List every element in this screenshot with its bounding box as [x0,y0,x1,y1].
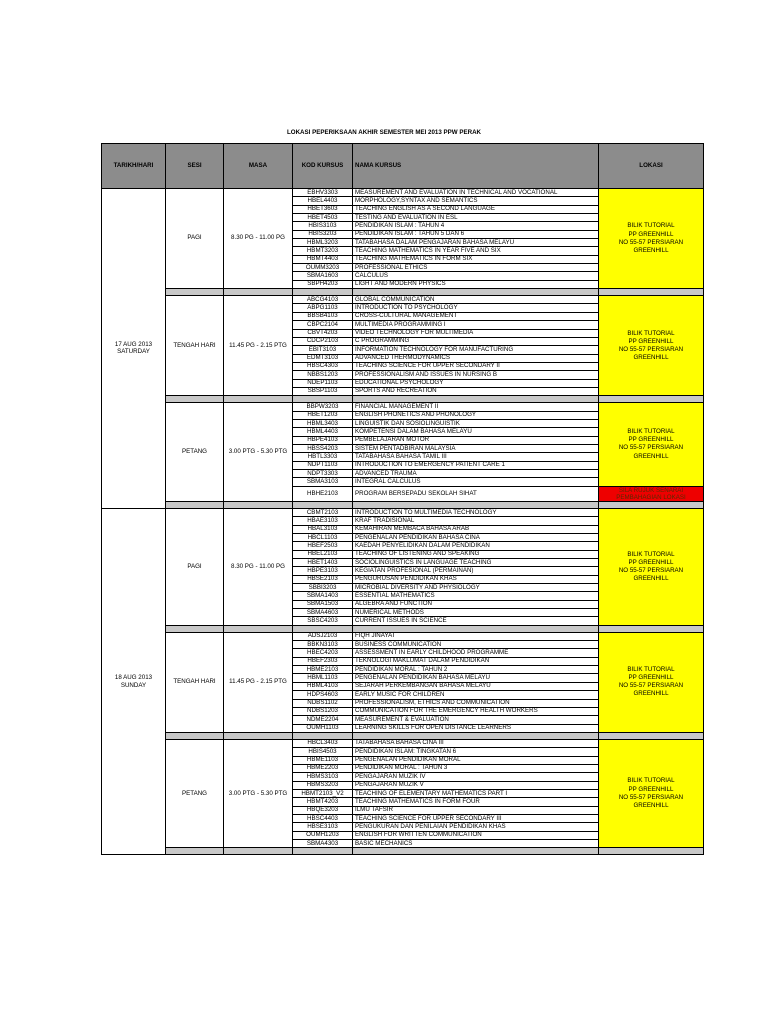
time-cell: 3.00 PTG - 5.30 PTG [224,403,293,502]
course-code: HBMS3203 [293,781,353,789]
separator-cell [353,732,599,739]
course-name: PENGENALAN PENDIDIKAN BAHASA MELAYU [353,674,599,682]
lokasi-line: PP GREENHILL [628,785,674,793]
lokasi-line: GREENHILL [633,246,669,254]
course-code: CBMT2103 [293,508,353,516]
course-code: HBML3403 [293,419,353,427]
session-cell: PAGI [166,189,224,289]
time-cell: 11.45 PG - 2.15 PTG [224,296,293,396]
lokasi-line: PP GREENHILL [628,337,674,345]
course-code: HBAE3103 [293,517,353,525]
course-code: SBBI3203 [293,584,353,592]
separator-cell [599,501,704,508]
course-code: BBSB4103 [293,312,353,320]
lokasi-line: BILIK TUTORIAL [627,777,675,785]
lokasi-line: GREENHILL [633,452,669,460]
course-name: PROFESSIONALISM, ETHICS AND COMMUNICATION [353,699,599,707]
course-code: HBIS3103 [293,222,353,230]
course-code: HBSE3103 [293,823,353,831]
course-code: SBMA1603 [293,272,353,280]
separator-cell [353,396,599,403]
course-name: ALGEBRA AND FUNCTION [353,600,599,608]
separator-cell [353,848,599,855]
lokasi-line: GREENHILL [633,801,669,809]
session-cell: TENGAH HARI [166,296,224,396]
table-row [102,739,704,747]
course-code: HBCL1103 [293,533,353,541]
course-code: SBMA4603 [293,609,353,617]
course-name: ADVANCED TRAUMA [353,470,599,478]
session-separator [102,396,704,403]
table-row [102,632,704,640]
course-name: PENDIDIKAN ISLAM : TAHUN 5 DAN 6 [353,230,599,238]
course-code: OUMH1103 [293,724,353,732]
lokasi-line: BILIK TUTORIAL [627,222,675,230]
table-row [102,296,704,304]
course-name: INTRODUCTION TO MULTIMEDIA TECHNOLOGY [353,508,599,516]
course-code: HBME2203 [293,764,353,772]
date-cell [102,508,166,854]
course-name: FIQH JINAYAT [353,632,599,640]
course-name: PENGENALAN PENDIDIKAN MORAL [353,756,599,764]
course-name: PEMBELAJARAN MOTOR [353,436,599,444]
course-name: TEACHING SCIENCE FOR UPPER SECONDARY III [353,814,599,822]
course-code: SBPH4203 [293,280,353,288]
course-code: NDEP1103 [293,379,353,387]
course-code: EDMT3103 [293,354,353,362]
separator-cell [224,732,293,739]
lokasi-line: BILIK TUTORIAL [627,428,675,436]
session-separator [102,501,704,508]
time-cell: 8.30 PG - 11.00 PG [224,189,293,289]
course-code: HBSS4203 [293,444,353,452]
course-name: ENGLISH PHONETICS AND PHONOLOGY [353,411,599,419]
location-cell [599,739,704,847]
course-name: PENGAJARAN MUZIK IV [353,773,599,781]
location-cell [599,296,704,396]
course-name: FINANCIAL MANAGEMENT II [353,403,599,411]
course-code: HBEL4403 [293,197,353,205]
course-name: LIGHT AND MODERN PHYSICS [353,280,599,288]
separator-cell [166,289,224,296]
course-code: HBTL3303 [293,453,353,461]
course-code: HBSC4403 [293,814,353,822]
lokasi-line: PP GREENHILL [628,230,674,238]
header-tarikh: TARIKH/HARI [102,144,166,189]
course-name: PROFESSIONALISM AND ISSUES IN NURSING B [353,371,599,379]
separator-cell [353,289,599,296]
session-cell: PETANG [166,739,224,847]
course-code: OUMH1203 [293,831,353,839]
separator-cell [224,289,293,296]
course-name: TEACHING OF LISTENING AND SPEAKING [353,550,599,558]
course-code: OUMM3203 [293,264,353,272]
course-name: KEGIATAN PROFESIONAL (PERMAINAN) [353,567,599,575]
exam-date: 18 AUG 2013 [114,673,153,681]
course-name: INTRODUCTION TO EMERGENCY PATIENT CARE 1 [353,461,599,469]
document-title: LOKASI PEPERIKSAAN AKHIR SEMESTER MEI 2013 PPW PERAK [286,129,482,136]
course-name: TESTING AND EVALUATION IN ESL [353,214,599,222]
course-name: BASIC MECHANICS [353,840,599,848]
course-code: HDPS4603 [293,691,353,699]
course-name: PENDIDIKAN ISLAM : TAHUN 4 [353,222,599,230]
time-cell: 3.00 PTG - 5.30 PTG [224,739,293,847]
separator-cell [353,501,599,508]
course-name: PROGRAM BERSEPADU SEKOLAH SIHAT [353,486,599,501]
course-code: HBML4403 [293,428,353,436]
header-lokasi: LOKASI [599,144,704,189]
course-name: PENGAJARAN MUZIK V [353,781,599,789]
course-code: HBSE2103 [293,575,353,583]
exam-day: SATURDAY [117,348,150,356]
course-code: HBEF2303 [293,657,353,665]
course-code: NDPT3303 [293,470,353,478]
lokasi-line: NO 55-57 PERSIARAN [618,238,684,246]
header-nama: NAMA KURSUS [353,144,599,189]
course-code: HBET1403 [293,559,353,567]
lokasi-line: SILA RUJUK SENARAI [618,486,684,494]
separator-cell [599,396,704,403]
course-name: KRAF TRADISIONAL [353,517,599,525]
course-name: PENDIDIKAN ISLAM: TINGKATAN 6 [353,748,599,756]
time-cell: 11.45 PG - 2.15 PTG [224,632,293,732]
course-code: HBPE4103 [293,436,353,444]
table-row [102,403,704,411]
course-name: ILMU TAFSIR [353,806,599,814]
course-code: HBML4103 [293,682,353,690]
course-name: PENDIDIKAN MORAL : TAHUN 2 [353,666,599,674]
separator-cell [166,848,224,855]
table-row [102,189,704,197]
course-name: CURRENT ISSUES IN SCIENCE [353,617,599,625]
course-code: HBME2103 [293,666,353,674]
course-code: ABCG4103 [293,296,353,304]
lokasi-line: BILIK TUTORIAL [627,666,675,674]
course-name: TEACHING MATHEMATICS IN FORM SIX [353,255,599,263]
course-code: HBMT3203 [293,247,353,255]
session-separator [102,732,704,739]
course-name: SOCIOLINGUISTICS IN LANGUAGE TEACHING [353,559,599,567]
course-name: ADVANCED THERMODYNAMICS [353,354,599,362]
table-row [102,508,704,516]
course-code: HBEL2103 [293,550,353,558]
course-name: SISTEM PENTADBIRAN MALAYSIA [353,444,599,452]
time-cell: 8.30 PG - 11.00 PG [224,508,293,625]
course-code: BBKN3103 [293,641,353,649]
schedule-body [102,189,704,855]
table-header-row [102,144,704,189]
lokasi-line: GREENHILL [633,690,669,698]
course-code: HBML3203 [293,239,353,247]
course-code: NDPT1103 [293,461,353,469]
course-code: EBHV3303 [293,189,353,197]
session-cell: PAGI [166,508,224,625]
exam-day: SUNDAY [120,681,147,689]
separator-cell [166,625,224,632]
separator-cell [166,732,224,739]
course-code: ADSJ2103 [293,632,353,640]
course-name: KOMPETENSI DALAM BAHASA MELAYU [353,428,599,436]
course-name: PENGURUSAN PENDIDIKAN KHAS [353,575,599,583]
course-code: NDME2204 [293,716,353,724]
course-name: ASSESSMENT IN EARLY CHILDHOOD PROGRAMME [353,649,599,657]
separator-cell [166,501,224,508]
lokasi-line: NO 55-57 PERSIARAN [618,566,684,574]
separator-cell [599,732,704,739]
course-name: TATABAHASA BAHASA TAMIL III [353,453,599,461]
course-code: HBPE3103 [293,567,353,575]
lokasi-line: PP GREENHILL [628,436,674,444]
course-name: MEASUREMENT & EVALUATION [353,716,599,724]
course-name: TATABAHASA DALAM PENGAJARAN BAHASA MELAYU [353,239,599,247]
header-kod: KOD KURSUS [293,144,353,189]
course-name: SPORTS AND RECREATION [353,387,599,395]
separator-cell [293,396,353,403]
course-name: VIDEO TECHNOLOGY FOR MULTIMEDIA [353,329,599,337]
course-name: ESSENTIAL MATHEMATICS [353,592,599,600]
course-name: TEACHING ENGLISH AS A SECOND LANGUAGE [353,205,599,213]
separator-cell [293,501,353,508]
lokasi-line: NO 55-57 PERSIARAN [618,444,684,452]
lokasi-line: PEMBAHAGIAN LOKASI [616,493,686,501]
course-name: PROFESSIONAL ETHICS [353,264,599,272]
course-code: HBML1103 [293,674,353,682]
course-code: ABPG1103 [293,304,353,312]
course-code: HBET4503 [293,214,353,222]
course-name: ENGLISH FOR WRITTEN COMMUNICATION [353,831,599,839]
course-name: C PROGRAMMING [353,337,599,345]
course-name: PENGENALAN PENDIDIKAN BAHASA CINA [353,533,599,541]
separator-cell [224,396,293,403]
lokasi-line: BILIK TUTORIAL [627,329,675,337]
separator-cell [293,625,353,632]
course-code: HBET3603 [293,205,353,213]
header-masa: MASA [224,144,293,189]
course-code: SBSP1103 [293,387,353,395]
course-code: HBMS3103 [293,773,353,781]
separator-cell [224,625,293,632]
course-name: LINGUISTIK DAN SOSIOLINGUISTIK [353,419,599,427]
course-name: TEACHING MATHEMATICS IN YEAR FIVE AND SIX [353,247,599,255]
course-name: CROSS-CULTURAL MANAGEMENT [353,312,599,320]
location-cell [599,508,704,625]
location-cell [599,189,704,289]
separator-cell [293,289,353,296]
course-code: SBMA4303 [293,840,353,848]
separator-cell [293,848,353,855]
header-sesi: SESI [166,144,224,189]
lokasi-line: BILIK TUTORIAL [627,550,675,558]
course-code: CBPC2104 [293,321,353,329]
course-code: HBEF2503 [293,542,353,550]
lokasi-line: NO 55-57 PERSIARAN [618,345,684,353]
course-name: GLOBAL COMMUNICATION [353,296,599,304]
course-name: PENDIDIKAN MORAL : TAHUN 3 [353,764,599,772]
lokasi-line: GREENHILL [633,574,669,582]
course-code: SBMA3103 [293,478,353,486]
course-name: LEARNING SKILLS FOR OPEN DISTANCE LEARNERS [353,724,599,732]
course-name: TEKNOLOGI MAKLUMAT DALAM PENDIDIKAN [353,657,599,665]
separator-cell [224,848,293,855]
course-code: SBSC4203 [293,617,353,625]
course-code: BBPW3203 [293,403,353,411]
course-code: CBVT4203 [293,329,353,337]
course-name: NUMERICAL METHODS [353,609,599,617]
course-name: MEASUREMENT AND EVALUATION IN TECHNICAL AND VOCATIONAL [353,189,599,197]
separator-cell [599,289,704,296]
date-cell [102,189,166,509]
separator-cell [353,625,599,632]
lokasi-line: PP GREENHILL [628,674,674,682]
course-name: KEMAHIRAN MEMBACA BAHASA ARAB [353,525,599,533]
lokasi-line: GREENHILL [633,353,669,361]
course-name: TEACHING OF ELEMENTARY MATHEMATICS PART I [353,789,599,797]
course-code: HBHE2103 [293,486,353,501]
course-code: HBAL3103 [293,525,353,533]
course-code: HBIS3203 [293,230,353,238]
exam-date: 17 AUG 2013 [114,340,153,348]
session-separator [102,848,704,855]
course-code: HBET1203 [293,411,353,419]
session-separator [102,289,704,296]
course-code: SBMA1503 [293,600,353,608]
course-name: KAEDAH PENYELIDIKAN DALAM PENDIDIKAN [353,542,599,550]
separator-cell [224,501,293,508]
lokasi-line: NO 55-57 PERSIARAN [618,682,684,690]
course-name: COMMUNICATION FOR THE EMERGENCY HEALTH WORKERS [353,707,599,715]
lokasi-line: NO 55-57 PERSIARAN [618,793,684,801]
separator-cell [293,732,353,739]
course-name: MORPHOLOGY,SYNTAX AND SEMANTICS [353,197,599,205]
course-name: TEACHING MATHEMATICS IN FORM FOUR [353,798,599,806]
course-name: TATABAHASA BAHASA CINA III [353,739,599,747]
course-name: BUSINESS COMMUNICATION [353,641,599,649]
session-cell: PETANG [166,403,224,502]
course-code: NDBS1203 [293,707,353,715]
lokasi-line: PP GREENHILL [628,558,674,566]
separator-cell [599,625,704,632]
course-code: NBBS1203 [293,371,353,379]
separator-cell [166,396,224,403]
location-cell [599,403,704,486]
course-code: CDCP2103 [293,337,353,345]
exam-location-table [101,143,704,855]
course-code: SBMA1403 [293,592,353,600]
course-code: HBCL3403 [293,739,353,747]
course-name: PENGUKURAN DAN PENILAIAN PENDIDIKAN KHAS [353,823,599,831]
course-code: HBME1103 [293,756,353,764]
location-cell [599,632,704,732]
course-name: SEJARAH PERKEMBANGAN BAHASA MELAYU [353,682,599,690]
course-name: TEACHING SCIENCE FOR UPPER SECONDARY II [353,362,599,370]
course-name: CALCULUS [353,272,599,280]
session-cell: TENGAH HARI [166,632,224,732]
course-code: HBMT2103_V2 [293,789,353,797]
separator-cell [599,848,704,855]
location-alert-cell [599,486,704,501]
course-code: HBMT4203 [293,798,353,806]
course-name: EDUCATIONAL PSYCHOLOGY [353,379,599,387]
course-code: EBIT3103 [293,346,353,354]
course-name: MICROBIAL DIVERSITY AND PHYSIOLOGY [353,584,599,592]
session-separator [102,625,704,632]
course-name: INTRODUCTION TO PSYCHOLOGY [353,304,599,312]
course-name: INTEGRAL CALCULUS [353,478,599,486]
course-name: INFORMATION TECHNOLOGY FOR MANUFACTURING [353,346,599,354]
course-name: EARLY MUSIC FOR CHILDREN [353,691,599,699]
course-code: HBMT4403 [293,255,353,263]
course-code: HBIS4503 [293,748,353,756]
course-code: HBSC4303 [293,362,353,370]
course-code: NDBS1102 [293,699,353,707]
course-code: HBQE3203 [293,806,353,814]
course-name: MULTIMEDIA PROGRAMMING I [353,321,599,329]
course-code: HBEC4203 [293,649,353,657]
